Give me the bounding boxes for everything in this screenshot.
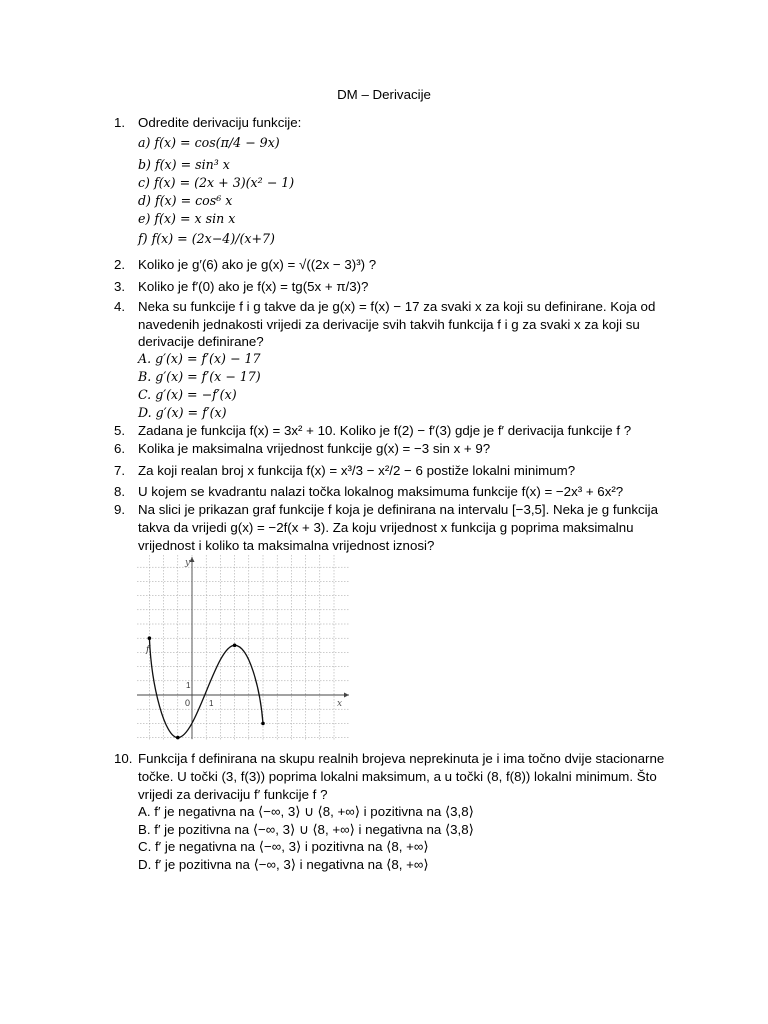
problem-4-option-d: D. g′(x) = f′(x) [138, 405, 227, 420]
x-axis-label: x [337, 699, 343, 709]
origin-label: 0 [185, 698, 191, 708]
curve-label: f [146, 645, 150, 655]
problem-1f: f) f(x) = (2x−4)/(x+7) [138, 231, 275, 246]
problem-2-text: Koliko je g′(6) ako je g(x) = √((2x − 3)³) ? [138, 257, 377, 272]
problem-10-line-1: Funkcija f definirana na skupu realnih brojeva neprekinuta je i ima točno dvije stacionarne [138, 751, 665, 766]
problem-4-line-2: navedenih jednakosti vrijedi za derivacije svih takvih funkcija f i g za svaki x za koji su [138, 317, 640, 332]
problem-4-option-b: B. g′(x) = f′(x − 17) [138, 369, 261, 384]
problem-5-number: 5. [114, 423, 126, 438]
problem-2-number: 2. [114, 257, 126, 272]
problem-4-number: 4. [114, 299, 126, 314]
problem-8-text: U kojem se kvadrantu nalazi točka lokalnog maksimuma funkcije f(x) = −2x³ + 6x²? [138, 484, 624, 499]
problem-3-number: 3. [114, 279, 126, 294]
y-axis-arrow [190, 557, 195, 562]
problem-4-option-c: C. g′(x) = −f′(x) [138, 387, 237, 402]
function-graph [137, 555, 352, 740]
problem-1c: c) f(x) = (2x + 3)(x² − 1) [138, 175, 295, 190]
problem-6-number: 6. [114, 441, 126, 456]
problem-6-text: Kolika je maksimalna vrijednost funkcije g(x) = −3 sin x + 9? [138, 441, 491, 456]
problem-10-line-3: vrijedi za derivaciju f′ funkcije f ? [138, 787, 328, 802]
problem-8-number: 8. [114, 484, 126, 499]
problem-4-line-1: Neka su funkcije f i g takve da je g(x) = f(x) − 17 za svaki x za koji su definirane. Koja od [138, 299, 656, 314]
key-point [261, 722, 265, 726]
page-title: DM – Derivacije [337, 87, 431, 102]
problem-9-line-2: takva da vrijedi g(x) = −2f(x + 3). Za koju vrijednost x funkcija g poprima maksimalnu [138, 520, 634, 535]
problem-1e: e) f(x) = x sin x [138, 211, 236, 226]
problem-10-option-a: A. f′ je negativna na ⟨−∞, 3⟩ ∪ ⟨8, +∞⟩ i pozitivna na ⟨3,8⟩ [138, 804, 474, 819]
x-tick-label: 1 [209, 699, 214, 708]
problem-10-option-d: D. f′ je pozitivna na ⟨−∞, 3⟩ i negativna na ⟨8, +∞⟩ [138, 857, 429, 872]
key-point [176, 736, 180, 740]
problem-3-text: Koliko je f′(0) ako je f(x) = tg(5x + π/3)? [138, 279, 369, 294]
problem-10-option-b: B. f′ je pozitivna na ⟨−∞, 3⟩ ∪ ⟨8, +∞⟩ i negativna na ⟨3,8⟩ [138, 822, 474, 837]
problem-7-text: Za koji realan broj x funkcija f(x) = x³/3 − x²/2 − 6 postiže lokalni minimum? [138, 463, 576, 478]
problem-9-number: 9. [114, 502, 126, 517]
problem-9-line-3: vrijednost i koliko ta maksimalna vrijednost iznosi? [138, 538, 435, 553]
problem-4-option-a: A. g′(x) = f′(x) − 17 [138, 351, 261, 366]
problem-9-line-1: Na slici je prikazan graf funkcije f koja je definirana na intervalu [−3,5]. Neka je g funkcija [138, 502, 658, 517]
problem-4-line-3: derivacije definirane? [138, 334, 264, 349]
problem-1-text: Odredite derivaciju funkcije: [138, 115, 302, 130]
y-tick-label: 1 [186, 681, 191, 690]
problem-10-number: 10. [114, 751, 133, 766]
problem-10-option-c: C. f′ je negativna na ⟨−∞, 3⟩ i pozitivna na ⟨8, +∞⟩ [138, 839, 429, 854]
problem-1-number: 1. [114, 115, 126, 130]
y-axis-label: y [185, 558, 191, 568]
key-point [148, 636, 152, 640]
problem-5-text: Zadana je funkcija f(x) = 3x² + 10. Koliko je f(2) − f′(3) gdje je f′ derivacija funkcije f ? [138, 423, 632, 438]
graph-grid [137, 555, 349, 740]
problem-7-number: 7. [114, 463, 126, 478]
problem-1d: d) f(x) = cos⁶ x [138, 193, 233, 208]
x-axis-arrow [344, 693, 349, 698]
problem-1a: a) f(x) = cos(π/4 − 9x) [138, 135, 280, 150]
key-point [233, 644, 237, 648]
problem-10-line-2: točke. U točki (3, f(3)) poprima lokalni maksimum, a u točki (8, f(8)) lokalni minimum. Što [138, 769, 657, 784]
problem-1b: b) f(x) = sin³ x [138, 157, 230, 172]
